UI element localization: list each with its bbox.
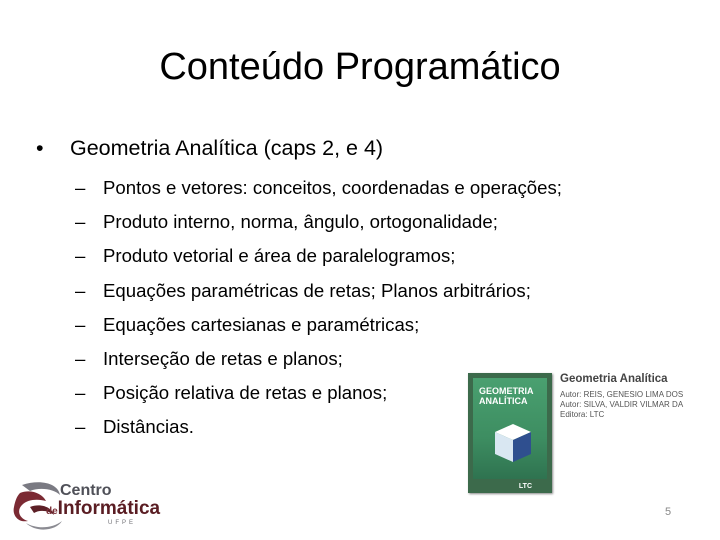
book-author-1: Autor: REIS, GENESIO LIMA DOS: [560, 390, 684, 399]
topic-item: [75, 205, 562, 239]
topic-text: Posição relativa de retas e planos;: [103, 382, 388, 404]
book-publisher: Editora: LTC: [560, 410, 605, 419]
topic-text: Distâncias.: [103, 416, 194, 438]
logo-text-informatica-word: Informática: [57, 498, 161, 519]
book-cover-art: [473, 378, 547, 479]
main-bullet: [36, 134, 383, 162]
dash-marker: –: [75, 211, 86, 233]
book-author-2: Autor: SILVA, VALDIR VILMAR DA: [560, 400, 684, 409]
page-number: 5: [665, 506, 672, 518]
bullet-marker: •: [36, 136, 44, 160]
dash-marker: –: [75, 382, 86, 404]
topic-text: Produto vetorial e área de paralelogramos;: [103, 245, 456, 267]
topic-item: [75, 239, 562, 273]
dash-marker: –: [75, 347, 86, 369]
book-cover-image: [468, 373, 552, 493]
dash-marker: –: [75, 279, 86, 301]
logo-text-ufpe: UFPE: [108, 520, 137, 526]
book-details: [560, 372, 710, 420]
book-heading: Geometria Analítica: [560, 373, 668, 385]
topic-item: [75, 308, 562, 342]
dash-marker: –: [75, 416, 86, 438]
cin-logo: [10, 477, 168, 533]
logo-text-informatica: [46, 499, 160, 521]
topic-item: [75, 342, 562, 376]
dash-marker: –: [75, 177, 86, 198]
topic-item: [75, 171, 562, 205]
topic-text: Pontos e vetores: conceitos, coordenadas e operações;: [103, 177, 562, 198]
topic-text: Equações paramétricas de retas; Planos arbitrários;: [103, 279, 531, 301]
topic-text: Interseção de retas e planos;: [103, 347, 343, 369]
main-bullet-text: Geometria Analítica (caps 2, e 4): [70, 136, 384, 160]
dash-marker: –: [75, 245, 86, 267]
cube-icon: [473, 378, 547, 479]
topic-item: [75, 274, 562, 308]
dash-marker: –: [75, 313, 86, 335]
logo-text-centro: Centro: [60, 482, 112, 499]
logo-text-de: de: [46, 506, 58, 517]
topic-text: Produto interno, norma, ângulo, ortogonalidade;: [103, 211, 498, 233]
topic-text: Equações cartesianas e paramétricas;: [103, 313, 420, 335]
slide-title: Conteúdo Programático: [159, 46, 561, 88]
book-cover-title: GEOMETRIA ANALÍTICA: [479, 386, 534, 406]
book-publisher-logo: LTC: [518, 483, 532, 490]
